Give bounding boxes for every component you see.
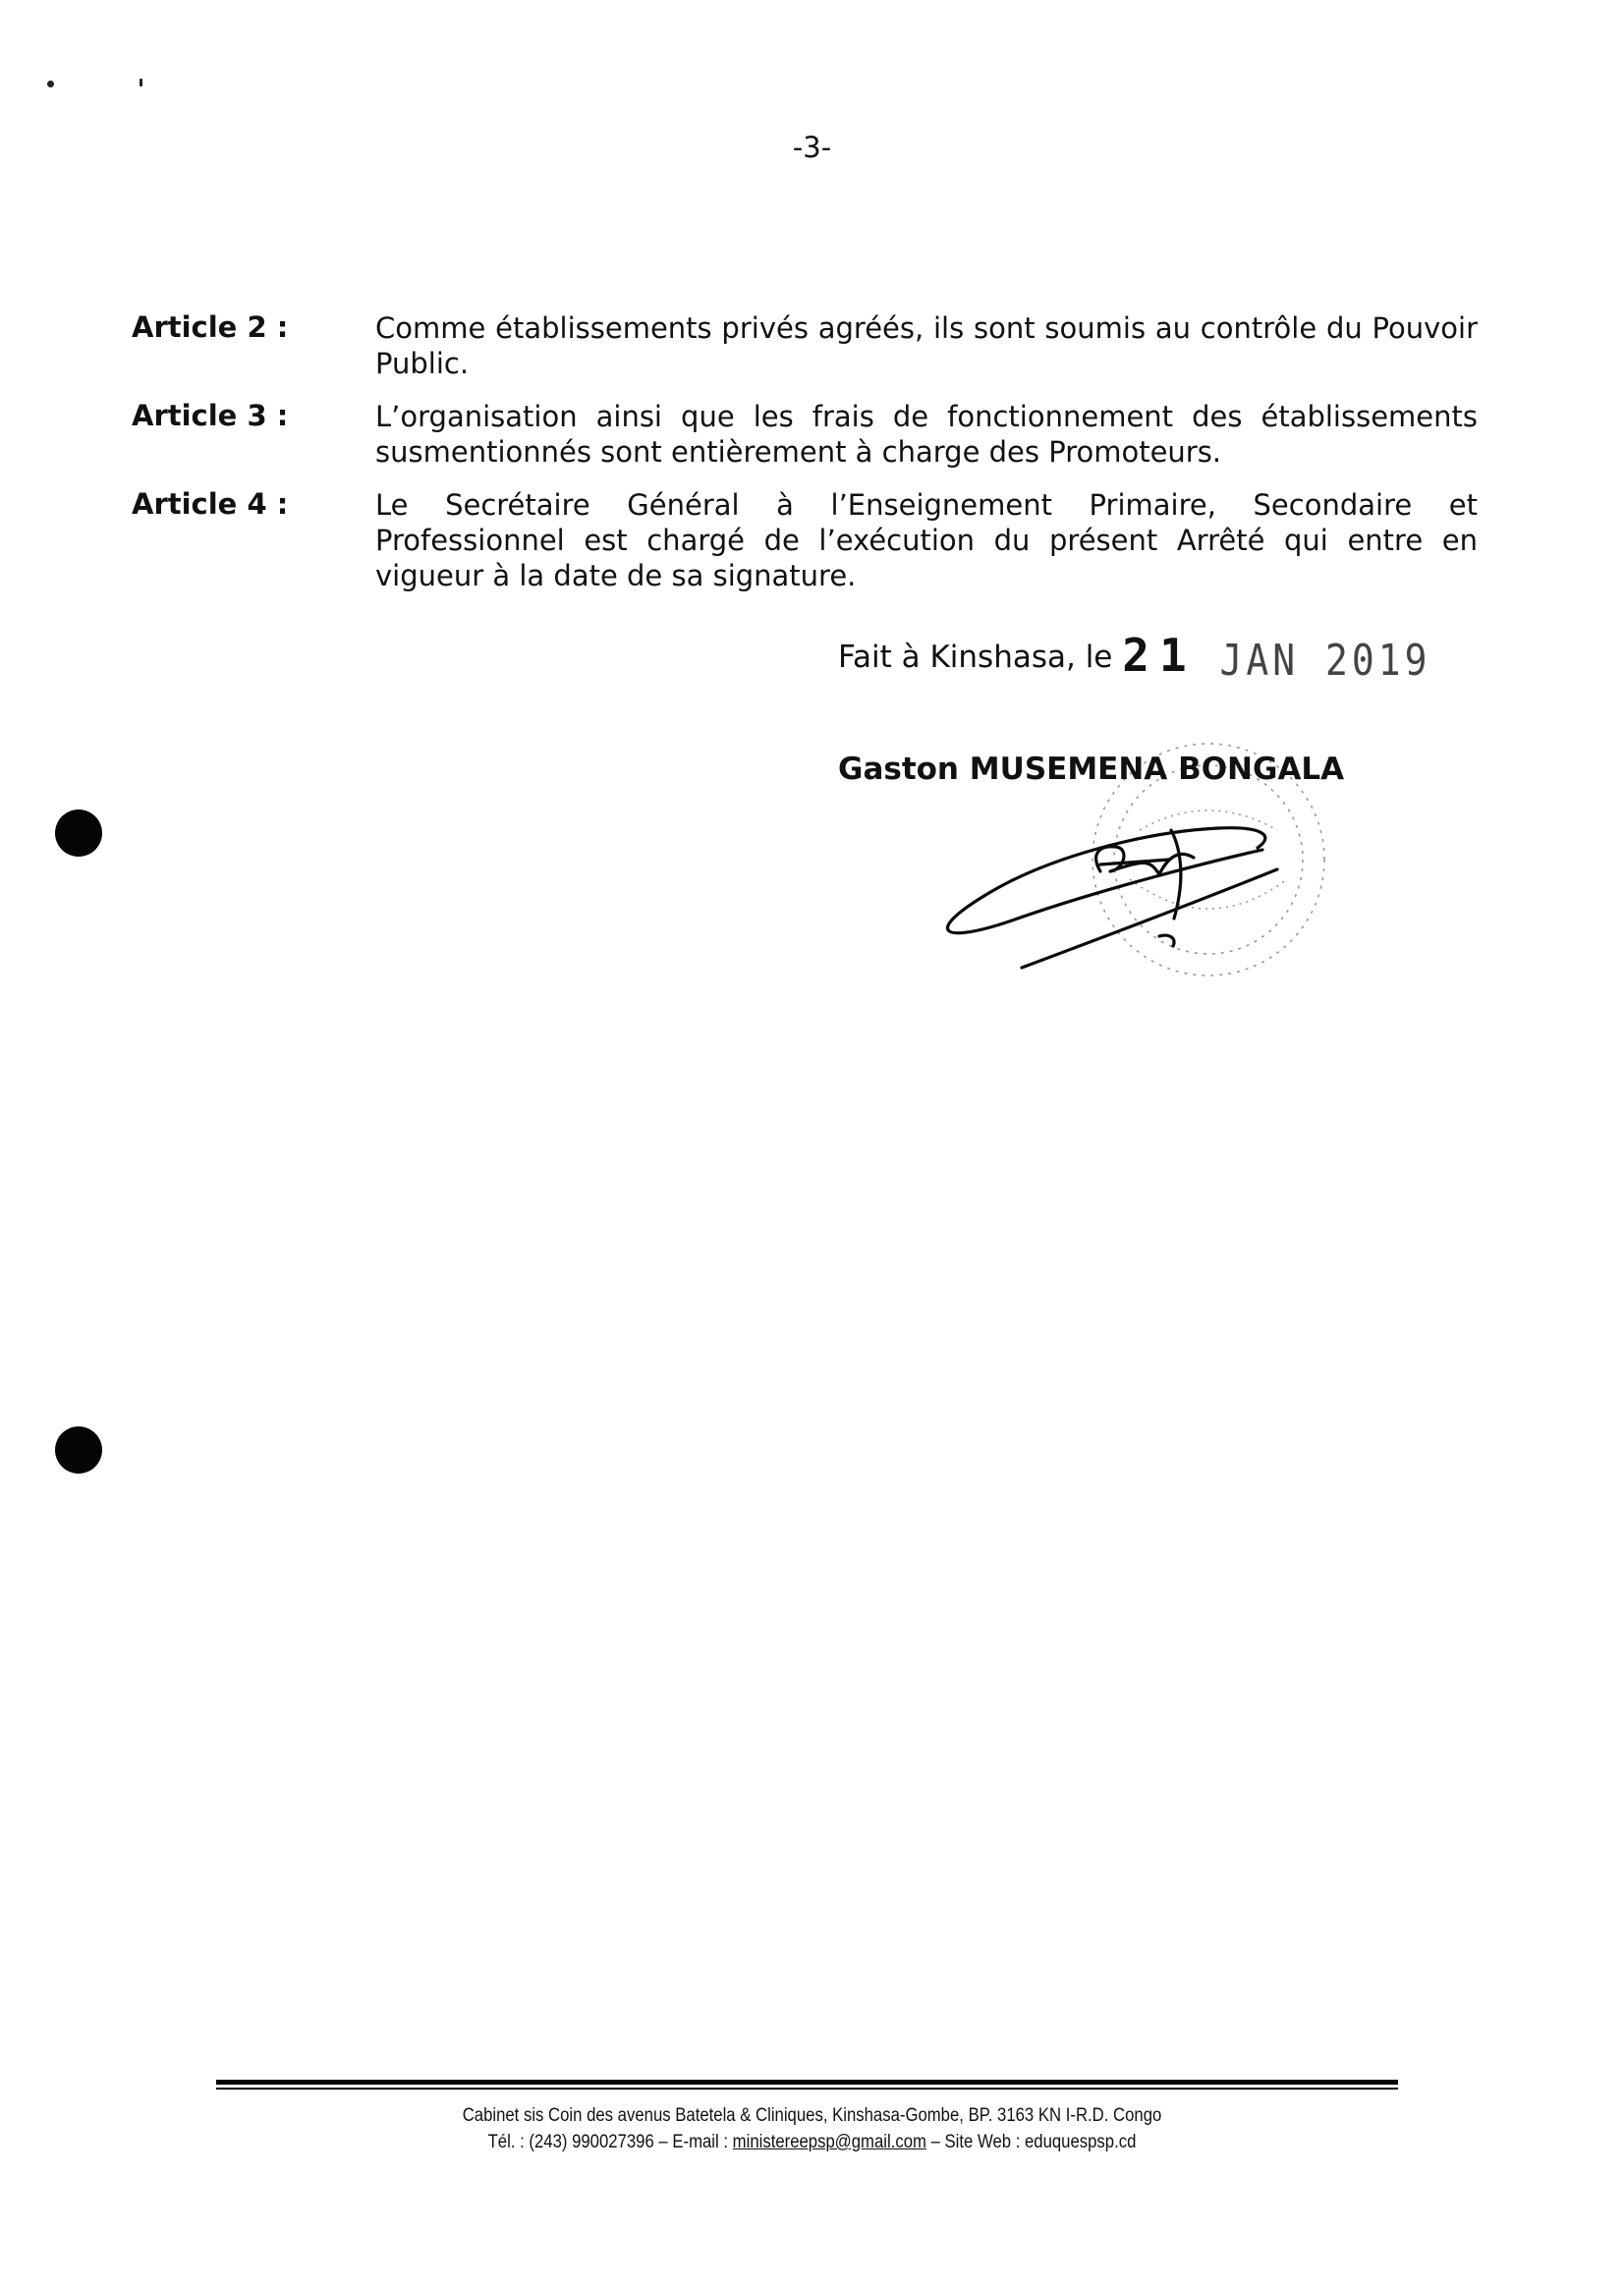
article-label: Article 3 : [132, 399, 289, 432]
footer-email-link[interactable]: ministereepsp@gmail.com [732, 2132, 926, 2152]
article-label: Article 4 : [132, 487, 289, 521]
footer [97, 2102, 1527, 2155]
scan-speck [140, 79, 142, 86]
scan-speck [47, 81, 54, 87]
signatory-name: Gaston MUSEMENA BONGALA [838, 752, 1345, 787]
place-and-date [838, 629, 1431, 686]
article-text: L’organisation ainsi que les frais de fonctionnement des établissements susmentionnés sont entièrement à charge des Promoteurs. [375, 400, 1478, 469]
date-stamp-month-year: JAN 2019 [1219, 635, 1431, 686]
done-at-text: Fait à Kinshasa, le [838, 640, 1113, 675]
footer-phone: Tél. : (243) 990027396 – E-mail : [487, 2132, 733, 2152]
article-text: Le Secrétaire Général à l’Enseignement Primaire, Secondaire et Professionnel est chargé de l’exécution du présent Arrêté qui entre en vigueur à la date de sa signature. [375, 488, 1478, 592]
article-label: Article 2 : [132, 310, 289, 344]
footer-address: Cabinet sis Coin des avenus Batetela & Cliniques, Kinshasa-Gombe, BP. 3163 KN I-R.D. Congo [462, 2105, 1162, 2126]
footer-website: – Site Web : eduquespsp.cd [925, 2132, 1137, 2152]
footer-divider [216, 2080, 1398, 2090]
punch-hole [55, 1426, 102, 1474]
date-stamp-day: 21 [1122, 629, 1197, 682]
article-text: Comme établissements privés agréés, ils sont soumis au contrôle du Pouvoir Public. [375, 311, 1478, 380]
handwritten-signature-icon [947, 828, 1277, 968]
footer-contact [97, 2129, 1527, 2155]
punch-hole [55, 809, 102, 857]
page-number: -3- [792, 131, 832, 164]
